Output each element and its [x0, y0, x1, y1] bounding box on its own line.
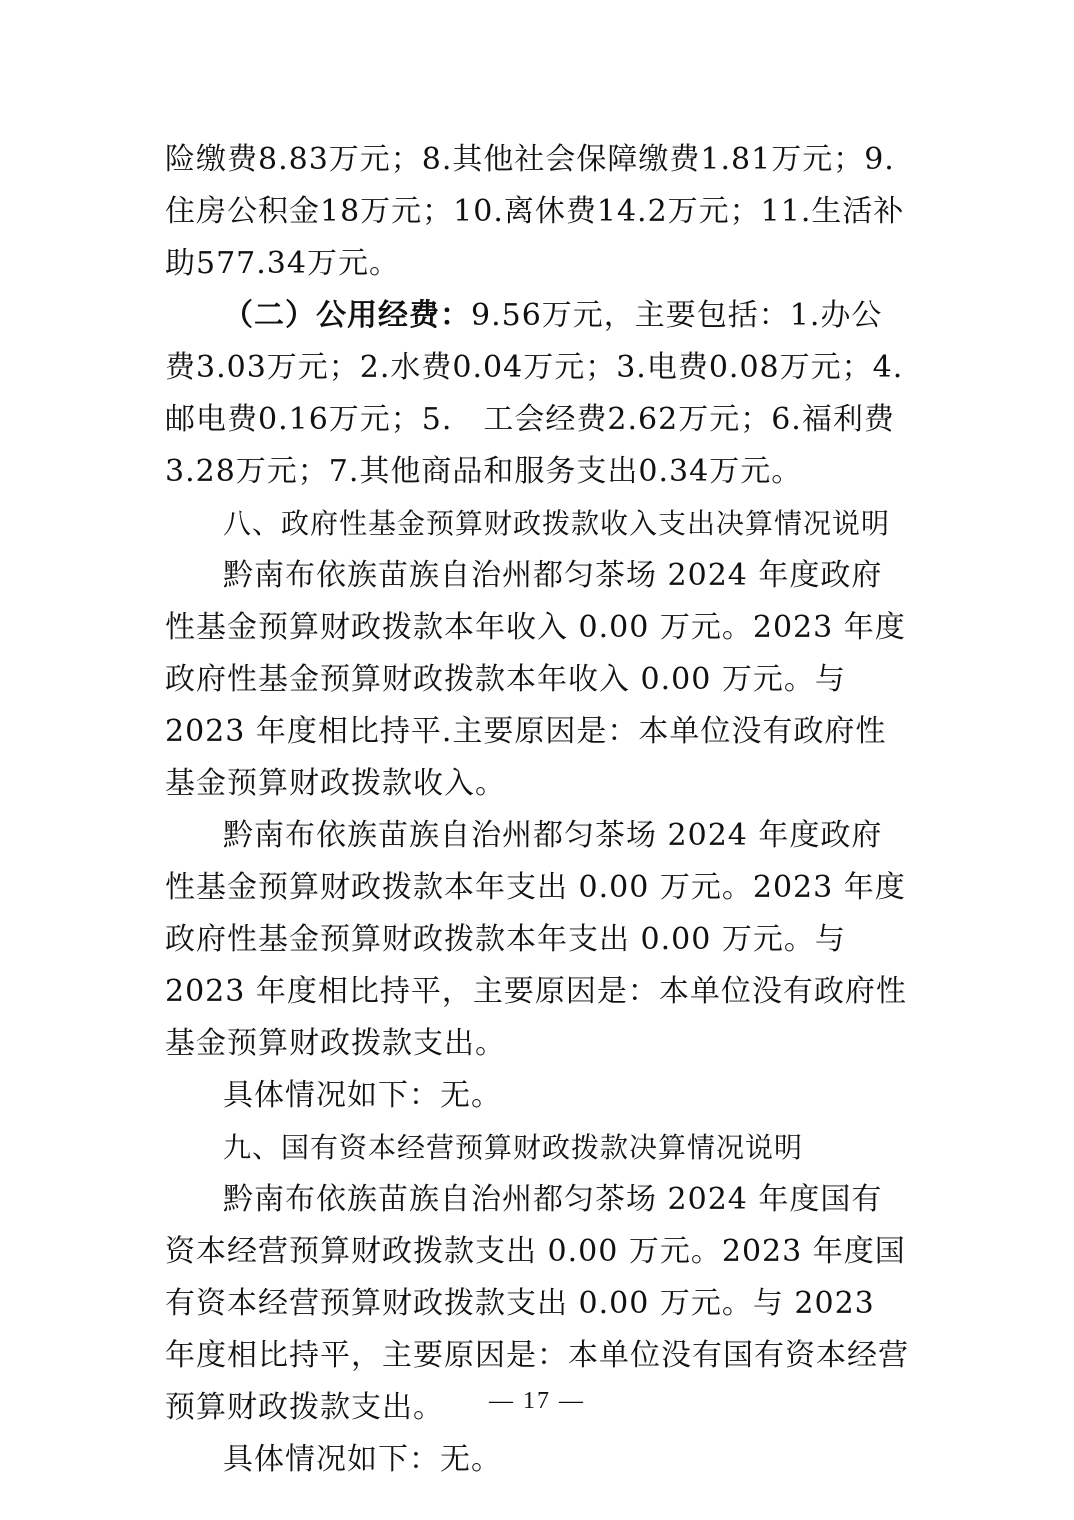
document-body — [165, 134, 913, 1486]
section-heading-9: 九、国有资本经营预算财政拨款决算情况说明 — [223, 1131, 804, 1164]
paragraph-state-capital-detail: 具体情况如下：无。 — [223, 1442, 502, 1477]
paragraph-gov-fund-income: 黔南布依族苗族自治州都匀茶场 2024 年度政府性基金预算财政拨款本年收入 0.00 万元。2023 年度政府性基金预算财政拨款本年收入 0.00 万元。与 2023 年度相比持平.主要原因是：本单位没有政府性基金预算财政拨款收入。 — [165, 558, 906, 801]
paragraph-gov-fund-expense: 黔南布依族苗族自治州都匀茶场 2024 年度政府性基金预算财政拨款本年支出 0.00 万元。2023 年度政府性基金预算财政拨款本年支出 0.00 万元。与 2023 年度相比持平，主要原因是：本单位没有政府性基金预算财政拨款支出。 — [165, 818, 907, 1061]
paragraph-gov-fund-detail: 具体情况如下：无。 — [223, 1078, 502, 1113]
paragraph-state-capital-expense: 黔南布依族苗族自治州都匀茶场 2024 年度国有资本经营预算财政拨款支出 0.00 万元。2023 年度国有资本经营预算财政拨款支出 0.00 万元。与 2023 年度相比持平，主要原因是：本单位没有国有资本经营预算财政拨款支出。 — [165, 1182, 909, 1425]
paragraph-public-funds — [165, 290, 913, 498]
public-funds-details: 9.56万元，主要包括：1.办公费3.03万元；2.水费0.04万元；3.电费0.08万元；4.邮电费0.16万元；5. 工会经费2.62万元；6.福利费3.28万元；7.其他商品和服务支出0.34万元。 — [165, 298, 904, 489]
paragraph-personnel-continued: 险缴费8.83万元；8.其他社会保障缴费1.81万元；9.住房公积金18万元；10.离休费14.2万元；11.生活补助577.34万元。 — [165, 142, 905, 281]
section-heading-8: 八、政府性基金预算财政拨款收入支出决算情况说明 — [223, 507, 891, 540]
public-funds-label: （二）公用经费： — [223, 298, 471, 333]
page-number: — 17 — — [489, 1388, 585, 1414]
